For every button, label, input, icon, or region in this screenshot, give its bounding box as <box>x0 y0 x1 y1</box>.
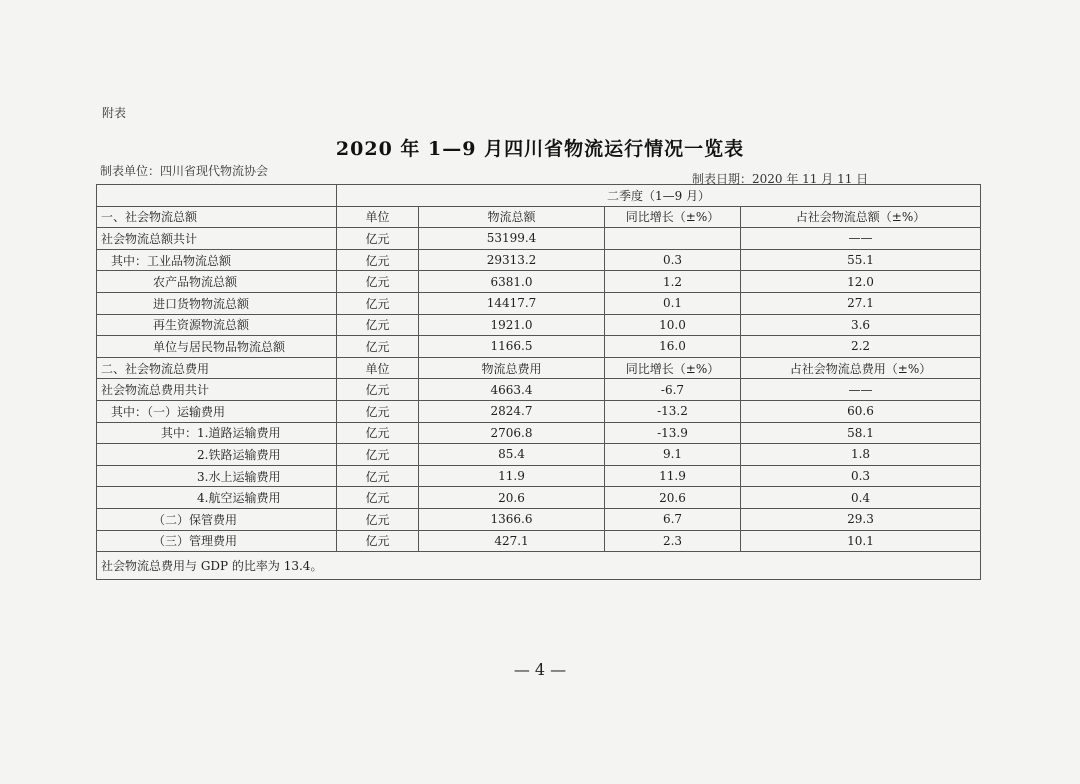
unit-cell: 亿元 <box>337 487 419 509</box>
table-header: 物流总额 <box>419 206 605 228</box>
logistics-table <box>96 184 981 580</box>
row-label: 3.水上运输费用 <box>97 465 337 487</box>
unit-cell: 亿元 <box>337 292 419 314</box>
table-row <box>97 271 981 293</box>
growth-cell: 0.3 <box>605 249 741 271</box>
share-cell: 55.1 <box>741 249 981 271</box>
unit-cell: 亿元 <box>337 336 419 358</box>
make-date: 制表日期：2020 年 11 月 11 日 <box>692 172 869 186</box>
table-header: 同比增长（±%） <box>605 206 741 228</box>
growth-cell: 20.6 <box>605 487 741 509</box>
table-row <box>97 444 981 466</box>
row-label: 其中：工业品物流总额 <box>97 249 337 271</box>
table-row <box>97 379 981 401</box>
row-label: 其中：（一）运输费用 <box>97 400 337 422</box>
table-header: 占社会物流总额（±%） <box>741 206 981 228</box>
share-cell: 1.8 <box>741 444 981 466</box>
section1-header-row <box>97 206 981 228</box>
value-cell: 1921.0 <box>419 314 605 336</box>
growth-cell: 10.0 <box>605 314 741 336</box>
table-row <box>97 249 981 271</box>
appendix-label: 附表 <box>102 106 127 120</box>
row-label: 进口货物物流总额 <box>97 292 337 314</box>
unit-cell: 亿元 <box>337 379 419 401</box>
value-cell: 4663.4 <box>419 379 605 401</box>
unit-cell: 亿元 <box>337 400 419 422</box>
share-cell: —— <box>741 379 981 401</box>
row-label: 其中：1.道路运输费用 <box>97 422 337 444</box>
table-row <box>97 228 981 250</box>
value-cell: 11.9 <box>419 465 605 487</box>
growth-cell: 9.1 <box>605 444 741 466</box>
unit-cell: 亿元 <box>337 249 419 271</box>
value-cell: 20.6 <box>419 487 605 509</box>
table-row <box>97 508 981 530</box>
value-cell: 6381.0 <box>419 271 605 293</box>
row-label: 社会物流总费用共计 <box>97 379 337 401</box>
share-cell: 3.6 <box>741 314 981 336</box>
row-label: （三）管理费用 <box>97 530 337 552</box>
unit-cell: 亿元 <box>337 465 419 487</box>
row-label: 农产品物流总额 <box>97 271 337 293</box>
value-cell: 14417.7 <box>419 292 605 314</box>
table-row <box>97 400 981 422</box>
share-cell: 60.6 <box>741 400 981 422</box>
table-row <box>97 422 981 444</box>
table-row <box>97 487 981 509</box>
share-cell: 27.1 <box>741 292 981 314</box>
growth-cell: 16.0 <box>605 336 741 358</box>
table-header: 占社会物流总费用（±%） <box>741 357 981 379</box>
note-row <box>97 552 981 580</box>
value-cell: 1166.5 <box>419 336 605 358</box>
row-label: 社会物流总额共计 <box>97 228 337 250</box>
period-label: 二季度（1—9 月） <box>337 185 981 207</box>
table-header: 单位 <box>337 357 419 379</box>
page-number: — 4 — <box>513 660 567 679</box>
unit-cell: 亿元 <box>337 530 419 552</box>
growth-cell: -13.2 <box>605 400 741 422</box>
row-label: （二）保管费用 <box>97 508 337 530</box>
maker-unit: 制表单位：四川省现代物流协会 <box>100 164 269 178</box>
growth-cell: 2.3 <box>605 530 741 552</box>
unit-cell: 亿元 <box>337 314 419 336</box>
share-cell: 2.2 <box>741 336 981 358</box>
value-cell: 85.4 <box>419 444 605 466</box>
table-header: 一、社会物流总额 <box>97 206 337 228</box>
share-cell: 12.0 <box>741 271 981 293</box>
table-row <box>97 530 981 552</box>
growth-cell: 0.1 <box>605 292 741 314</box>
unit-cell: 亿元 <box>337 444 419 466</box>
row-label: 4.航空运输费用 <box>97 487 337 509</box>
share-cell: —— <box>741 228 981 250</box>
unit-cell: 亿元 <box>337 508 419 530</box>
table-note: 社会物流总费用与 GDP 的比率为 13.4。 <box>97 552 981 580</box>
value-cell: 427.1 <box>419 530 605 552</box>
table-header: 二、社会物流总费用 <box>97 357 337 379</box>
growth-cell: -6.7 <box>605 379 741 401</box>
value-cell: 1366.6 <box>419 508 605 530</box>
table-header: 物流总费用 <box>419 357 605 379</box>
row-label: 单位与居民物品物流总额 <box>97 336 337 358</box>
value-cell: 29313.2 <box>419 249 605 271</box>
row-label: 再生资源物流总额 <box>97 314 337 336</box>
unit-cell: 亿元 <box>337 271 419 293</box>
section2-header-row <box>97 357 981 379</box>
table-row <box>97 314 981 336</box>
share-cell: 0.3 <box>741 465 981 487</box>
value-cell: 2706.8 <box>419 422 605 444</box>
table-row <box>97 465 981 487</box>
growth-cell: 1.2 <box>605 271 741 293</box>
growth-cell: -13.9 <box>605 422 741 444</box>
table-header: 单位 <box>337 206 419 228</box>
period-row <box>97 185 981 207</box>
growth-cell <box>605 228 741 250</box>
page-title: 2020 年 1—9 月四川省物流运行情况一览表 <box>335 138 745 160</box>
unit-cell: 亿元 <box>337 422 419 444</box>
share-cell: 29.3 <box>741 508 981 530</box>
value-cell: 53199.4 <box>419 228 605 250</box>
value-cell: 2824.7 <box>419 400 605 422</box>
growth-cell: 6.7 <box>605 508 741 530</box>
table-row <box>97 336 981 358</box>
unit-cell: 亿元 <box>337 228 419 250</box>
row-label: 2.铁路运输费用 <box>97 444 337 466</box>
share-cell: 10.1 <box>741 530 981 552</box>
growth-cell: 11.9 <box>605 465 741 487</box>
share-cell: 58.1 <box>741 422 981 444</box>
share-cell: 0.4 <box>741 487 981 509</box>
table-header: 同比增长（±%） <box>605 357 741 379</box>
table-row <box>97 292 981 314</box>
